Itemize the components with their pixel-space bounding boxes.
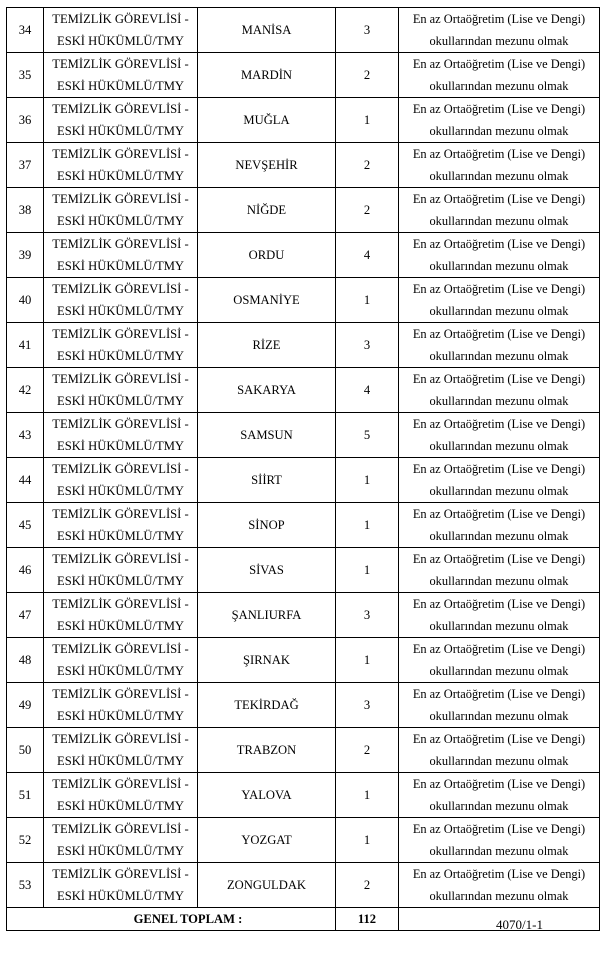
cell-text-line: En az Ortaöğretim (Lise ve Dengi) [412, 327, 586, 341]
cell-text-line: okullarından mezunu olmak [429, 889, 569, 903]
row-number: 50 [7, 728, 44, 773]
cell-text-line: okullarından mezunu olmak [429, 754, 569, 768]
province-name: SAKARYA [198, 368, 336, 413]
table-row [7, 188, 600, 233]
cell-text-line: TEMİZLİK GÖREVLİSİ - [52, 462, 189, 476]
cell-text-line: TEMİZLİK GÖREVLİSİ - [52, 327, 189, 341]
province-name: TRABZON [198, 728, 336, 773]
education-requirement [399, 188, 600, 233]
row-number: 38 [7, 188, 44, 233]
cell-text-line: ESKİ HÜKÜMLÜ/TMY [57, 754, 184, 768]
position-title [44, 728, 198, 773]
cell-text-line: TEMİZLİK GÖREVLİSİ - [52, 687, 189, 701]
cell-text-line: En az Ortaöğretim (Lise ve Dengi) [412, 867, 586, 881]
cell-text-line: TEMİZLİK GÖREVLİSİ - [52, 822, 189, 836]
cell-text-line: ESKİ HÜKÜMLÜ/TMY [57, 259, 184, 273]
cell-text-line: ESKİ HÜKÜMLÜ/TMY [57, 34, 184, 48]
table-row [7, 413, 600, 458]
staff-count: 3 [336, 323, 399, 368]
cell-text-line: okullarından mezunu olmak [429, 394, 569, 408]
education-requirement [399, 818, 600, 863]
staff-count: 2 [336, 863, 399, 908]
cell-text-line: TEMİZLİK GÖREVLİSİ - [52, 372, 189, 386]
education-requirement [399, 863, 600, 908]
cell-text-line: En az Ortaöğretim (Lise ve Dengi) [412, 237, 586, 251]
table-row [7, 458, 600, 503]
cell-text-line: okullarından mezunu olmak [429, 529, 569, 543]
position-title [44, 368, 198, 413]
position-title [44, 323, 198, 368]
cell-text-line: TEMİZLİK GÖREVLİSİ - [52, 282, 189, 296]
table-row [7, 143, 600, 188]
row-number: 35 [7, 53, 44, 98]
cell-text-line: En az Ortaöğretim (Lise ve Dengi) [412, 12, 586, 26]
education-requirement [399, 503, 600, 548]
cell-text-line: okullarından mezunu olmak [429, 439, 569, 453]
cell-text-line: okullarından mezunu olmak [429, 664, 569, 678]
province-name: MANİSA [198, 8, 336, 53]
cell-text-line: En az Ortaöğretim (Lise ve Dengi) [412, 462, 586, 476]
cell-text-line: ESKİ HÜKÜMLÜ/TMY [57, 889, 184, 903]
cell-text-line: okullarından mezunu olmak [429, 304, 569, 318]
education-requirement [399, 278, 600, 323]
position-title [44, 818, 198, 863]
position-title [44, 458, 198, 503]
cell-text-line: En az Ortaöğretim (Lise ve Dengi) [412, 777, 586, 791]
row-number: 34 [7, 8, 44, 53]
cell-text-line: En az Ortaöğretim (Lise ve Dengi) [412, 732, 586, 746]
education-requirement [399, 98, 600, 143]
province-name: NİĞDE [198, 188, 336, 233]
education-requirement [399, 233, 600, 278]
table-row [7, 818, 600, 863]
cell-text-line: TEMİZLİK GÖREVLİSİ - [52, 12, 189, 26]
table-row [7, 323, 600, 368]
row-number: 37 [7, 143, 44, 188]
table-body [7, 8, 600, 908]
cell-text-line: ESKİ HÜKÜMLÜ/TMY [57, 709, 184, 723]
table-row [7, 368, 600, 413]
table-row [7, 503, 600, 548]
cell-text-line: okullarından mezunu olmak [429, 214, 569, 228]
row-number: 42 [7, 368, 44, 413]
cell-text-line: TEMİZLİK GÖREVLİSİ - [52, 147, 189, 161]
table-row [7, 728, 600, 773]
education-requirement [399, 368, 600, 413]
cell-text-line: En az Ortaöğretim (Lise ve Dengi) [412, 507, 586, 521]
cell-text-line: ESKİ HÜKÜMLÜ/TMY [57, 799, 184, 813]
cell-text-line: ESKİ HÜKÜMLÜ/TMY [57, 484, 184, 498]
cell-text-line: En az Ortaöğretim (Lise ve Dengi) [412, 102, 586, 116]
education-requirement [399, 323, 600, 368]
province-name: SİİRT [198, 458, 336, 503]
staff-count: 1 [336, 818, 399, 863]
education-requirement [399, 773, 600, 818]
province-name: RİZE [198, 323, 336, 368]
row-number: 45 [7, 503, 44, 548]
cell-text-line: okullarından mezunu olmak [429, 124, 569, 138]
cell-text-line: okullarından mezunu olmak [429, 574, 569, 588]
education-requirement [399, 143, 600, 188]
table-row [7, 683, 600, 728]
province-name: TEKİRDAĞ [198, 683, 336, 728]
cell-text-line: ESKİ HÜKÜMLÜ/TMY [57, 619, 184, 633]
education-requirement [399, 458, 600, 503]
province-name: MARDİN [198, 53, 336, 98]
staff-count: 4 [336, 233, 399, 278]
position-title [44, 188, 198, 233]
row-number: 48 [7, 638, 44, 683]
staff-count: 2 [336, 728, 399, 773]
education-requirement [399, 638, 600, 683]
cell-text-line: okullarından mezunu olmak [429, 799, 569, 813]
table-row [7, 53, 600, 98]
cell-text-line: ESKİ HÜKÜMLÜ/TMY [57, 574, 184, 588]
table-row [7, 773, 600, 818]
cell-text-line: ESKİ HÜKÜMLÜ/TMY [57, 79, 184, 93]
staff-count: 2 [336, 143, 399, 188]
row-number: 51 [7, 773, 44, 818]
cell-text-line: ESKİ HÜKÜMLÜ/TMY [57, 214, 184, 228]
education-requirement [399, 53, 600, 98]
cell-text-line: TEMİZLİK GÖREVLİSİ - [52, 417, 189, 431]
staff-count: 5 [336, 413, 399, 458]
province-name: ŞANLIURFA [198, 593, 336, 638]
education-requirement [399, 728, 600, 773]
table-row [7, 233, 600, 278]
cell-text-line: En az Ortaöğretim (Lise ve Dengi) [412, 642, 586, 656]
staff-count: 1 [336, 638, 399, 683]
cell-text-line: En az Ortaöğretim (Lise ve Dengi) [412, 552, 586, 566]
cell-text-line: TEMİZLİK GÖREVLİSİ - [52, 597, 189, 611]
staff-count: 1 [336, 773, 399, 818]
position-title [44, 413, 198, 458]
position-title [44, 638, 198, 683]
table-row [7, 98, 600, 143]
staff-count: 1 [336, 503, 399, 548]
row-number: 52 [7, 818, 44, 863]
staff-count: 3 [336, 683, 399, 728]
position-title [44, 53, 198, 98]
cell-text-line: En az Ortaöğretim (Lise ve Dengi) [412, 192, 586, 206]
cell-text-line: ESKİ HÜKÜMLÜ/TMY [57, 529, 184, 543]
cell-text-line: ESKİ HÜKÜMLÜ/TMY [57, 349, 184, 363]
position-title [44, 143, 198, 188]
total-label: GENEL TOPLAM : [7, 908, 336, 931]
row-number: 41 [7, 323, 44, 368]
position-title [44, 863, 198, 908]
staff-count: 1 [336, 458, 399, 503]
education-requirement [399, 8, 600, 53]
row-number: 36 [7, 98, 44, 143]
cell-text-line: okullarından mezunu olmak [429, 349, 569, 363]
staff-count: 1 [336, 548, 399, 593]
province-name: SİNOP [198, 503, 336, 548]
province-name: YOZGAT [198, 818, 336, 863]
province-name: OSMANİYE [198, 278, 336, 323]
cell-text-line: ESKİ HÜKÜMLÜ/TMY [57, 844, 184, 858]
row-number: 46 [7, 548, 44, 593]
cell-text-line: En az Ortaöğretim (Lise ve Dengi) [412, 687, 586, 701]
cell-text-line: TEMİZLİK GÖREVLİSİ - [52, 867, 189, 881]
table-row [7, 863, 600, 908]
position-title [44, 593, 198, 638]
row-number: 53 [7, 863, 44, 908]
province-name: ŞIRNAK [198, 638, 336, 683]
cell-text-line: ESKİ HÜKÜMLÜ/TMY [57, 394, 184, 408]
cell-text-line: ESKİ HÜKÜMLÜ/TMY [57, 304, 184, 318]
cell-text-line: okullarından mezunu olmak [429, 169, 569, 183]
cell-text-line: ESKİ HÜKÜMLÜ/TMY [57, 169, 184, 183]
row-number: 39 [7, 233, 44, 278]
province-name: NEVŞEHİR [198, 143, 336, 188]
row-number: 44 [7, 458, 44, 503]
cell-text-line: TEMİZLİK GÖREVLİSİ - [52, 192, 189, 206]
cell-text-line: En az Ortaöğretim (Lise ve Dengi) [412, 282, 586, 296]
row-number: 43 [7, 413, 44, 458]
education-requirement [399, 683, 600, 728]
staff-count: 1 [336, 278, 399, 323]
cell-text-line: ESKİ HÜKÜMLÜ/TMY [57, 664, 184, 678]
cell-text-line: TEMİZLİK GÖREVLİSİ - [52, 102, 189, 116]
education-requirement [399, 548, 600, 593]
staff-count: 3 [336, 593, 399, 638]
cell-text-line: okullarından mezunu olmak [429, 79, 569, 93]
cell-text-line: okullarından mezunu olmak [429, 484, 569, 498]
province-name: MUĞLA [198, 98, 336, 143]
cell-text-line: En az Ortaöğretim (Lise ve Dengi) [412, 57, 586, 71]
table-row [7, 278, 600, 323]
row-number: 47 [7, 593, 44, 638]
staff-count: 4 [336, 368, 399, 413]
cell-text-line: TEMİZLİK GÖREVLİSİ - [52, 642, 189, 656]
table-row [7, 593, 600, 638]
cell-text-line: okullarından mezunu olmak [429, 619, 569, 633]
total-value: 112 [336, 908, 399, 931]
staff-count: 1 [336, 98, 399, 143]
position-title [44, 503, 198, 548]
cell-text-line: TEMİZLİK GÖREVLİSİ - [52, 552, 189, 566]
cell-text-line: okullarından mezunu olmak [429, 709, 569, 723]
position-title [44, 773, 198, 818]
row-number: 40 [7, 278, 44, 323]
cell-text-line: En az Ortaöğretim (Lise ve Dengi) [412, 822, 586, 836]
staff-quota-table [6, 7, 600, 931]
position-title [44, 233, 198, 278]
province-name: ZONGULDAK [198, 863, 336, 908]
cell-text-line: TEMİZLİK GÖREVLİSİ - [52, 732, 189, 746]
table-row [7, 8, 600, 53]
cell-text-line: TEMİZLİK GÖREVLİSİ - [52, 237, 189, 251]
cell-text-line: TEMİZLİK GÖREVLİSİ - [52, 777, 189, 791]
position-title [44, 8, 198, 53]
cell-text-line: okullarından mezunu olmak [429, 34, 569, 48]
position-title [44, 98, 198, 143]
province-name: SİVAS [198, 548, 336, 593]
document-code: 4070/1-1 [496, 917, 543, 932]
cell-text-line: En az Ortaöğretim (Lise ve Dengi) [412, 597, 586, 611]
cell-text-line: okullarından mezunu olmak [429, 259, 569, 273]
education-requirement [399, 593, 600, 638]
province-name: ORDU [198, 233, 336, 278]
staff-count: 3 [336, 8, 399, 53]
position-title [44, 278, 198, 323]
cell-text-line: okullarından mezunu olmak [429, 844, 569, 858]
cell-text-line: TEMİZLİK GÖREVLİSİ - [52, 57, 189, 71]
staff-count: 2 [336, 53, 399, 98]
cell-text-line: En az Ortaöğretim (Lise ve Dengi) [412, 147, 586, 161]
cell-text-line: TEMİZLİK GÖREVLİSİ - [52, 507, 189, 521]
province-name: SAMSUN [198, 413, 336, 458]
education-requirement [399, 413, 600, 458]
cell-text-line: En az Ortaöğretim (Lise ve Dengi) [412, 417, 586, 431]
position-title [44, 548, 198, 593]
cell-text-line: ESKİ HÜKÜMLÜ/TMY [57, 124, 184, 138]
cell-text-line: ESKİ HÜKÜMLÜ/TMY [57, 439, 184, 453]
province-name: YALOVA [198, 773, 336, 818]
position-title [44, 683, 198, 728]
staff-count: 2 [336, 188, 399, 233]
row-number: 49 [7, 683, 44, 728]
table-row [7, 638, 600, 683]
table-row [7, 548, 600, 593]
cell-text-line: En az Ortaöğretim (Lise ve Dengi) [412, 372, 586, 386]
